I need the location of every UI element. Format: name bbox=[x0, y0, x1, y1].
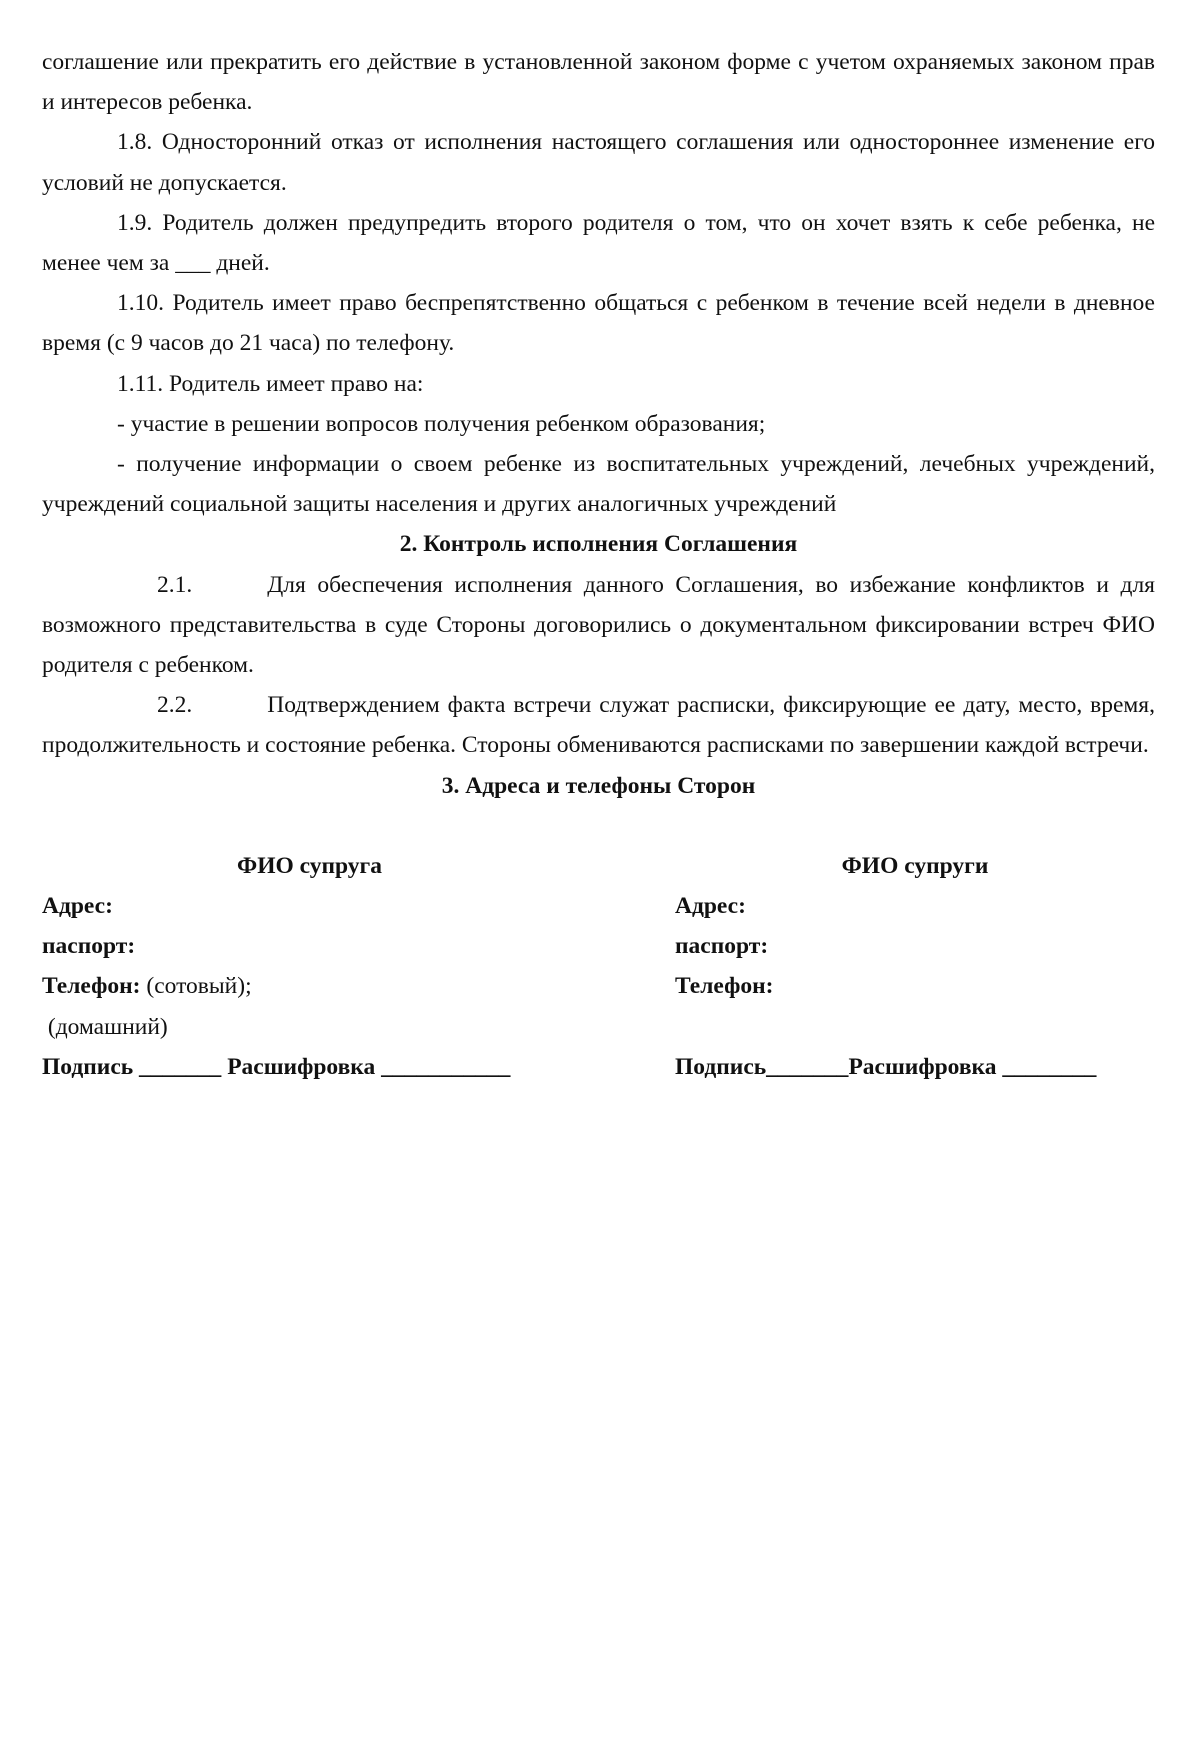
clause-1-11-item-information: - получение информации о своем ребенке из воспитательных учреждений, лечебных учреждений, учреждений социальной защиты населения и других аналогичных учреждений bbox=[42, 451, 1155, 518]
clause-1-11: 1.11. Родитель имеет право на: bbox=[117, 370, 424, 397]
clause-2-2 bbox=[42, 685, 1155, 765]
document-page bbox=[42, 42, 1155, 1087]
clause-2-2-text: Подтверждением факта встречи служат расписки, фиксирующие ее дату, место, время, продолжительность и состояние ребенка. Стороны обмениваются расписками по завершении каждой встречи. bbox=[42, 692, 1155, 759]
parties-block bbox=[42, 846, 1155, 1087]
wife-decode-label: Расшифровка ________ bbox=[848, 1053, 1097, 1080]
wife-name-title: ФИО супруги bbox=[841, 852, 989, 879]
wife-column bbox=[675, 846, 1155, 1087]
wife-signature-line bbox=[675, 1047, 1155, 1087]
wife-blank-line bbox=[675, 1007, 1155, 1047]
section-2-heading: 2. Контроль исполнения Соглашения bbox=[399, 531, 798, 558]
paragraph-continuation: соглашение или прекратить его действие в установленной законом форме с учетом охраняемых законом прав и интересов ребенка. bbox=[42, 49, 1155, 116]
husband-phone-mobile: (сотовый); bbox=[140, 973, 252, 1000]
husband-signature-label: Подпись _______ bbox=[42, 1053, 228, 1080]
husband-decode-label: Расшифровка ___________ bbox=[227, 1053, 511, 1080]
clause-1-10: 1.10. Родитель имеет право беспрепятственно общаться с ребенком в течение всей недели в дневное время (с 9 часов до 21 часа) по телефону. bbox=[42, 290, 1155, 357]
wife-address-label: Адрес: bbox=[675, 893, 746, 920]
husband-phone-line bbox=[42, 966, 675, 1006]
wife-passport-label: паспорт: bbox=[675, 933, 769, 960]
clause-1-11-item-education: - участие в решении вопросов получения ребенком образования; bbox=[117, 410, 766, 437]
blank-line bbox=[42, 806, 1155, 846]
husband-column bbox=[42, 846, 675, 1087]
clause-1-8: 1.8. Односторонний отказ от исполнения настоящего соглашения или одностороннее изменение его условий не допускается. bbox=[42, 129, 1155, 196]
husband-phone-home: (домашний) bbox=[42, 1013, 168, 1040]
clause-1-9: 1.9. Родитель должен предупредить второго родителя о том, что он хочет взять к себе ребенка, не менее чем за ___ дней. bbox=[42, 209, 1155, 277]
wife-phone-label: Телефон: bbox=[675, 973, 774, 1000]
husband-name-title: ФИО супруга bbox=[237, 852, 382, 879]
husband-address-label: Адрес: bbox=[42, 893, 113, 920]
section-3-heading: 3. Адреса и телефоны Сторон bbox=[441, 772, 756, 799]
clause-2-1-text: Для обеспечения исполнения данного Соглашения, во избежание конфликтов и для возможного представительства в суде Стороны договорились о документальном фиксировании встреч ФИО родителя с ребенком. bbox=[42, 571, 1155, 679]
husband-passport-label: паспорт: bbox=[42, 933, 136, 960]
husband-phone-label: Телефон: bbox=[42, 973, 141, 1000]
wife-signature-label: Подпись_______ bbox=[675, 1053, 849, 1080]
clause-2-1 bbox=[42, 565, 1155, 686]
husband-signature-line bbox=[42, 1047, 675, 1087]
clause-2-2-number: 2.2. bbox=[157, 692, 193, 719]
clause-2-1-number: 2.1. bbox=[157, 571, 193, 598]
